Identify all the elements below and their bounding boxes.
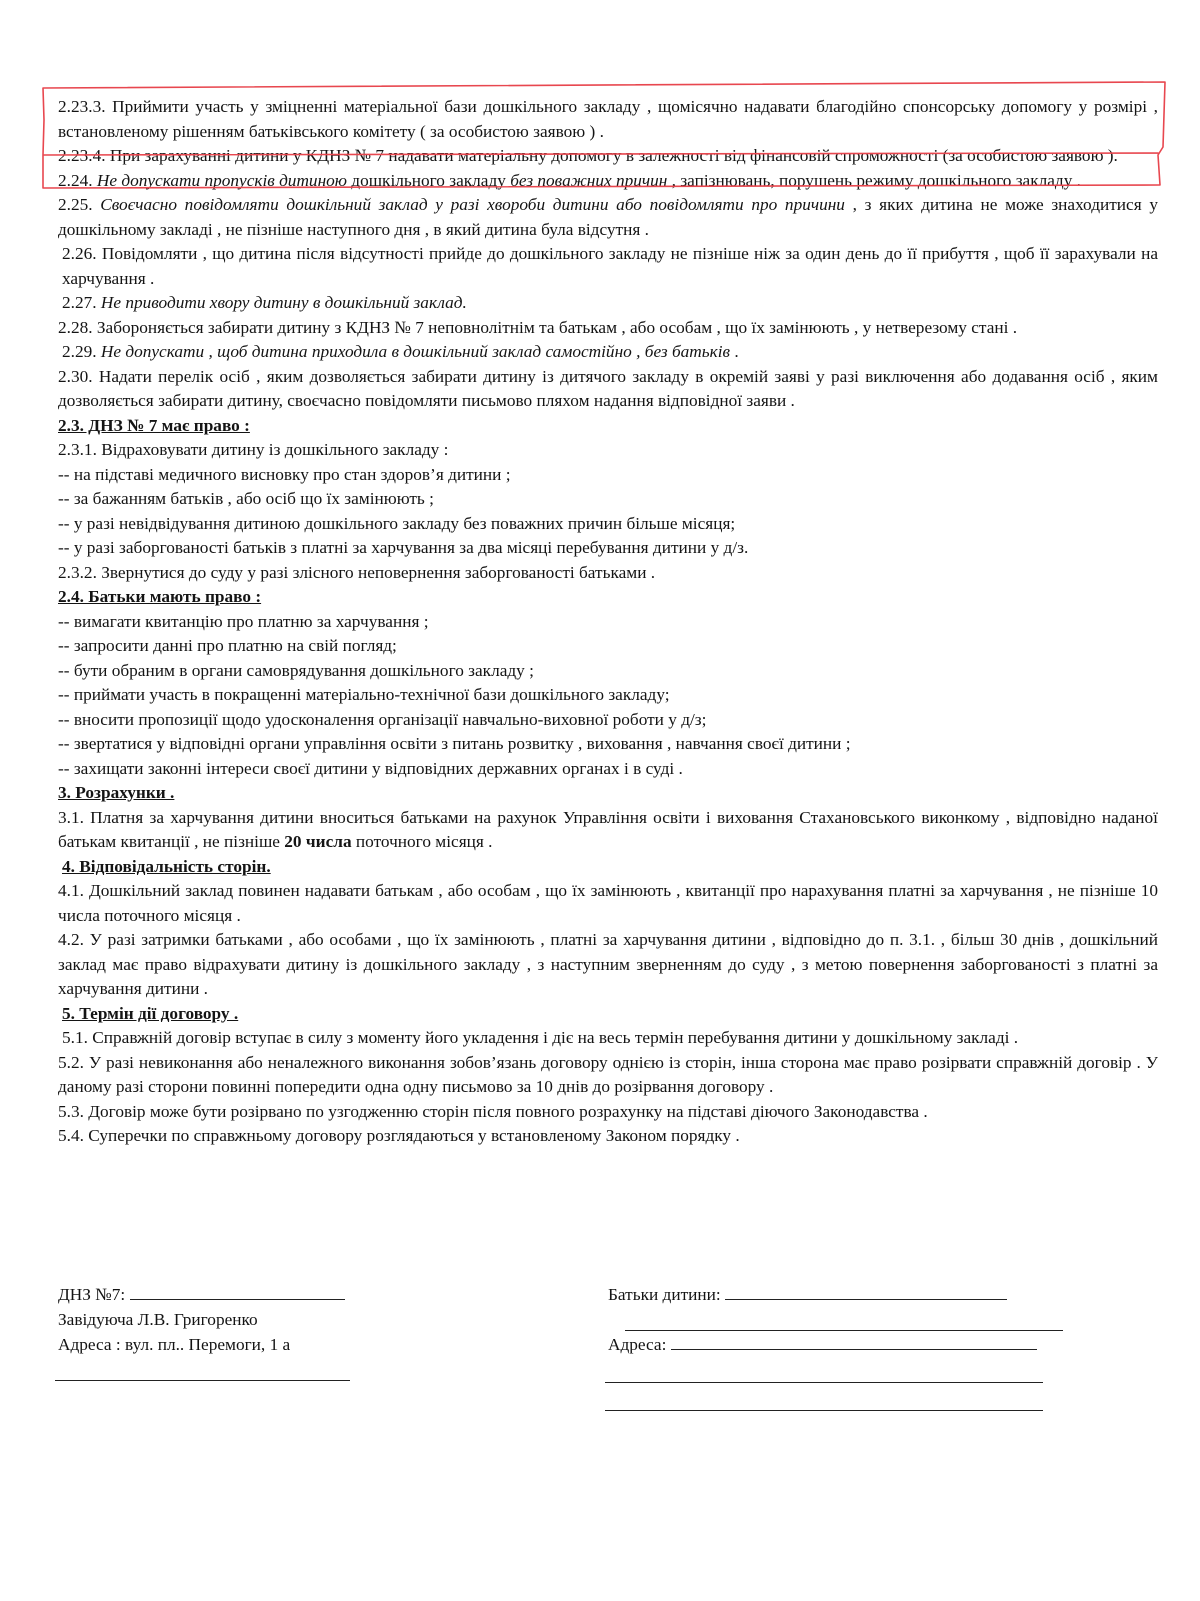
emphasis-text: Не приводити хвору дитину в дошкільний заклад.: [100, 293, 467, 312]
address-label: Адреса:: [608, 1335, 667, 1354]
signature-left-label: [58, 1283, 345, 1307]
head-name: Завідуюча Л.В. Григоренко: [58, 1310, 258, 1329]
signature-line: [725, 1298, 1007, 1300]
clause-2-27: [58, 291, 1158, 316]
list-item: -- за бажанням батьків , або осіб що їх замінюють ;: [58, 489, 434, 508]
signature-line: [55, 1380, 350, 1381]
list-item: -- у разі заборгованості батьків з платні за харчування за два місяці перебування дитини у д/з.: [58, 538, 749, 557]
list-item: -- вимагати квитанцію про платню за харчування ;: [58, 611, 429, 631]
clause-5-3: 5.3. Договір може бути розірвано по узгодженню сторін після повного розрахунку на підставі діючого Законодавства .: [58, 1101, 928, 1121]
payment-deadline: 20 числа: [284, 832, 352, 851]
clause-5-1: 5.1. Справжній договір вступає в силу з моменту його укладення і діє на весь термін перебування дитини у дошкільному закладі .: [62, 1028, 1019, 1047]
clause-4-1: 4.1. Дошкільний заклад повинен надавати батькам , або особам , що їх замінюють , квитанції про нарахування платні за харчування , не пізніше 10 числа поточного місяця .: [58, 881, 1158, 925]
list-item: -- на підставі медичного висновку про стан здоров’я дитини ;: [58, 464, 511, 484]
clause-text: , запізнювань, порушень режиму дошкільного закладу .: [667, 170, 1081, 190]
right-address: [608, 1333, 1037, 1357]
clause-2-26: 2.26. Повідомляти , що дитина після відсутності прийде до дошкільного закладу не пізніше ніж за один день до її прибуття , щоб її зарахували на харчування .: [62, 244, 1158, 288]
clause-text: .: [730, 342, 739, 361]
section-heading-2-4: 2.4. Батьки мають право :: [58, 587, 262, 606]
clause-text: дошкільного закладу: [346, 170, 511, 190]
contract-body: [58, 95, 1158, 1149]
clause-2-23-4: 2.23.4. При зарахуванні дитини у КДНЗ № 7 надавати матеріальну допомогу в залежності від фінансовій спроможності (за особистою заявою ).: [58, 146, 1118, 165]
signature-right-label: [608, 1283, 1007, 1307]
address-line: [605, 1382, 1043, 1383]
org-label: ДНЗ №7:: [58, 1285, 126, 1304]
clause-2-25: [58, 193, 1158, 242]
emphasis-text: Своєчасно повідомляти дошкільний заклад у разі хвороби дитини або повідомляти про причини: [100, 195, 845, 214]
clause-text: , з яких дитина не може знаходитися у дошкільному закладі , не пізніше наступного дня , в який дитина була відсутня .: [58, 195, 1158, 239]
list-item: -- вносити пропозиції щодо удосконалення організації навчально-виховної роботи у д/з;: [58, 709, 707, 729]
clause-2-24: [58, 169, 1158, 194]
signature-line: [130, 1298, 345, 1300]
clause-5-4: 5.4. Суперечки по справжньому договору розглядаються у встановленому Законом порядку .: [58, 1126, 740, 1145]
clause-number: 2.29.: [62, 342, 97, 361]
list-item: -- приймати участь в покращенні матеріально-технічної бази дошкільного закладу;: [58, 685, 670, 704]
clause-text: поточного місяця .: [351, 832, 493, 851]
address-line: [605, 1410, 1043, 1411]
signature-line: [625, 1330, 1063, 1331]
list-item: -- звертатися у відповідні органи управління освіти з питань розвитку , виховання , навчання своєї дитини ;: [58, 734, 851, 753]
list-item: -- запросити данні про платню на свій погляд;: [58, 636, 397, 655]
clause-2-3-2: 2.3.2. Звернутися до суду у разі злісного неповернення заборгованості батьками .: [58, 562, 656, 582]
section-heading-2-3: 2.3. ДНЗ № 7 має право :: [58, 415, 250, 435]
section-heading-4: 4. Відповідальність сторін.: [62, 856, 271, 876]
emphasis-text: Не допускати пропусків дитиною: [96, 170, 347, 190]
section-heading-3: 3. Розрахунки .: [58, 783, 175, 802]
left-address: Адреса : вул. пл.. Перемоги, 1 а: [58, 1335, 291, 1354]
clause-number: 2.27.: [62, 293, 97, 312]
clause-5-2: 5.2. У разі невиконання або неналежного виконання зобов’язань договору однією із сторін, інша сторона має право розірвати справжній договір . У даному разі сторони повинні попередити одна одну письмово за 10 днів до розірвання договору .: [58, 1052, 1158, 1096]
list-item: -- бути обраним в органи самоврядування дошкільного закладу ;: [58, 660, 534, 680]
clause-2-30: 2.30. Надати перелік осіб , яким дозволяється забирати дитину із дитячого закладу в окремій заяві у разі виключення або додавання осіб , яким дозволяється забирати дитину, своєчасно повідомляти письмово пляхом надання відповідної заяви .: [58, 366, 1158, 410]
emphasis-text: Не допускати , щоб дитина приходила в дошкільний заклад самостійно , без батьків: [100, 342, 731, 361]
clause-number: 2.24.: [58, 170, 93, 190]
parents-label: Батьки дитини:: [608, 1285, 721, 1304]
address-line: [671, 1348, 1037, 1350]
clause-2-23-3: 2.23.3. Приймити участь у зміцненні матеріальної бази дошкільного закладу , щомісячно надавати благодійно спонсорську допомогу у розмірі , встановленому рішенням батьківського комітету ( за особистою заявою ) .: [58, 97, 1158, 141]
clause-number: 2.25.: [58, 195, 93, 214]
emphasis-text: без поважних причин: [510, 170, 668, 190]
clause-3-1: [58, 806, 1158, 855]
clause-text: 3.1. Платня за харчування дитини вноситься батьками на рахунок Управління освіти і виховання Стахановського виконкому , відповідно наданої батькам квитанції , не пізніше: [58, 807, 1158, 851]
clause-2-3-1: 2.3.1. Відраховувати дитину із дошкільного закладу :: [58, 440, 449, 459]
section-heading-5: 5. Термін дії договору .: [62, 1003, 239, 1023]
clause-2-28: 2.28. Забороняється забирати дитину з КДНЗ № 7 неповнолітнім та батькам , або особам , що їх замінюють , у нетверезому стані .: [58, 317, 1018, 337]
clause-4-2: 4.2. У разі затримки батьками , або особами , що їх замінюють , платні за харчування дитини , відповідно до п. 3.1. , більш 30 днів , дошкільний заклад має право відрахувати дитину із дошкільного закладу , з наступним зверненням до суду , з метою повернення заборгованості з платні за харчування дитини .: [58, 930, 1158, 998]
list-item: -- у разі невідвідування дитиною дошкільного закладу без поважних причин більше місяця;: [58, 513, 736, 533]
clause-2-29: [58, 340, 1158, 365]
list-item: -- захищати законні інтереси своєї дитини у відповідних державних органах і в суді .: [58, 758, 683, 778]
